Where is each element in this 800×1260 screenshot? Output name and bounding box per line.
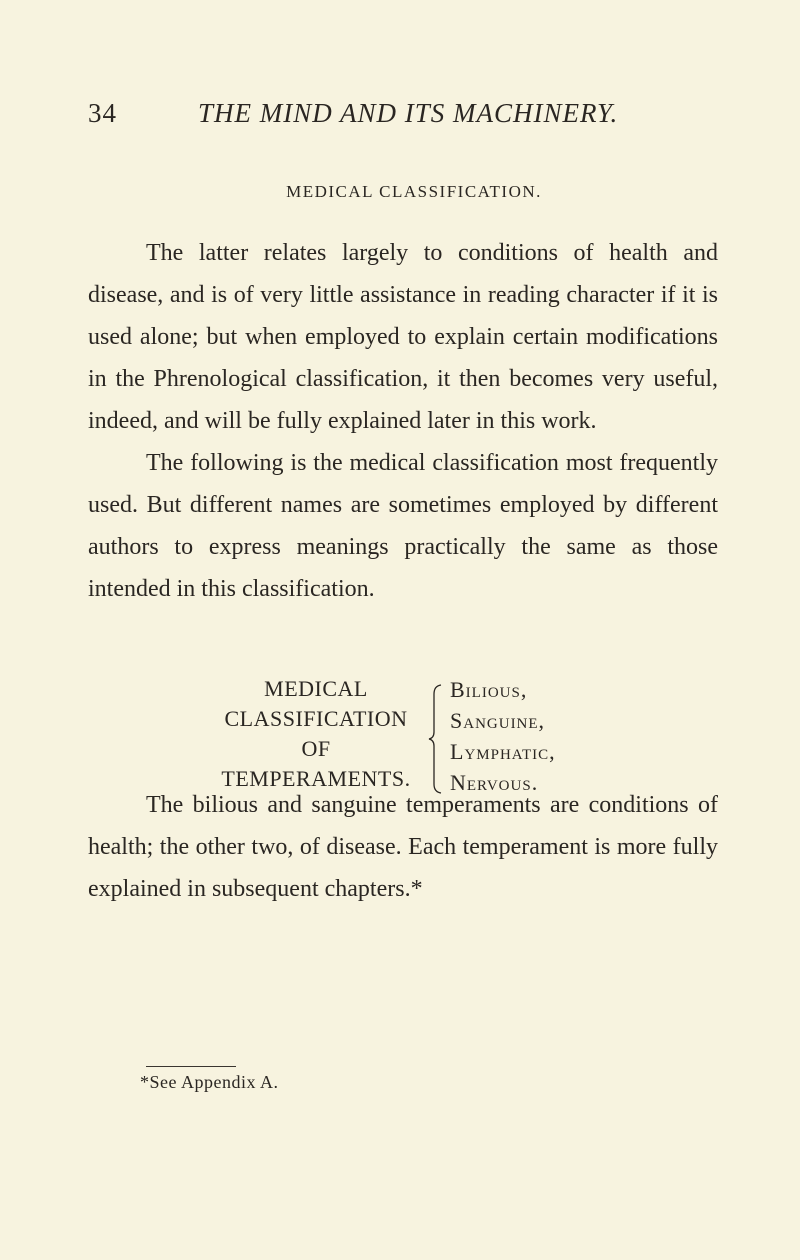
temperament-item: Lymphatic, bbox=[450, 739, 556, 764]
section-heading: MEDICAL CLASSIFICATION. bbox=[286, 182, 542, 201]
classification-title-line: CLASSIFICATION bbox=[224, 706, 408, 731]
classification-table bbox=[0, 674, 800, 794]
paragraph-3: The bilious and sanguine temperaments are conditions of health; the other two, of disease. Each temperament is more fully explained in subsequent chapters.* bbox=[88, 792, 718, 902]
page-number: 34 bbox=[88, 98, 117, 128]
temperament-item: Nervous. bbox=[450, 770, 539, 795]
footnote-divider bbox=[146, 1066, 236, 1067]
paragraph-2: The following is the medical classification most frequently used. But different names are sometimes employed by different authors to express meanings practically the same as those intended in this classification. bbox=[88, 450, 718, 602]
classification-title-line: OF bbox=[301, 736, 331, 761]
temperament-item: Sanguine, bbox=[450, 708, 546, 733]
temperament-item: Bilious, bbox=[450, 677, 528, 702]
classification-title-line: MEDICAL bbox=[264, 676, 368, 701]
classification-title bbox=[196, 674, 436, 794]
temperament-list bbox=[450, 674, 556, 798]
classification-title-line: TEMPERAMENTS. bbox=[221, 766, 411, 791]
curly-brace-icon bbox=[428, 684, 442, 794]
footnote: *See Appendix A. bbox=[140, 1072, 279, 1092]
running-head bbox=[88, 98, 728, 138]
paragraph-1: The latter relates largely to conditions of health and disease, and is of very little assistance in reading character if it is used alone; but when employed to explain certain modifications in the Phrenological classification, it then becomes very useful, indeed, and will be fully explained later in this work. bbox=[88, 240, 718, 434]
running-title: THE MIND AND ITS MACHINERY. bbox=[198, 98, 619, 128]
